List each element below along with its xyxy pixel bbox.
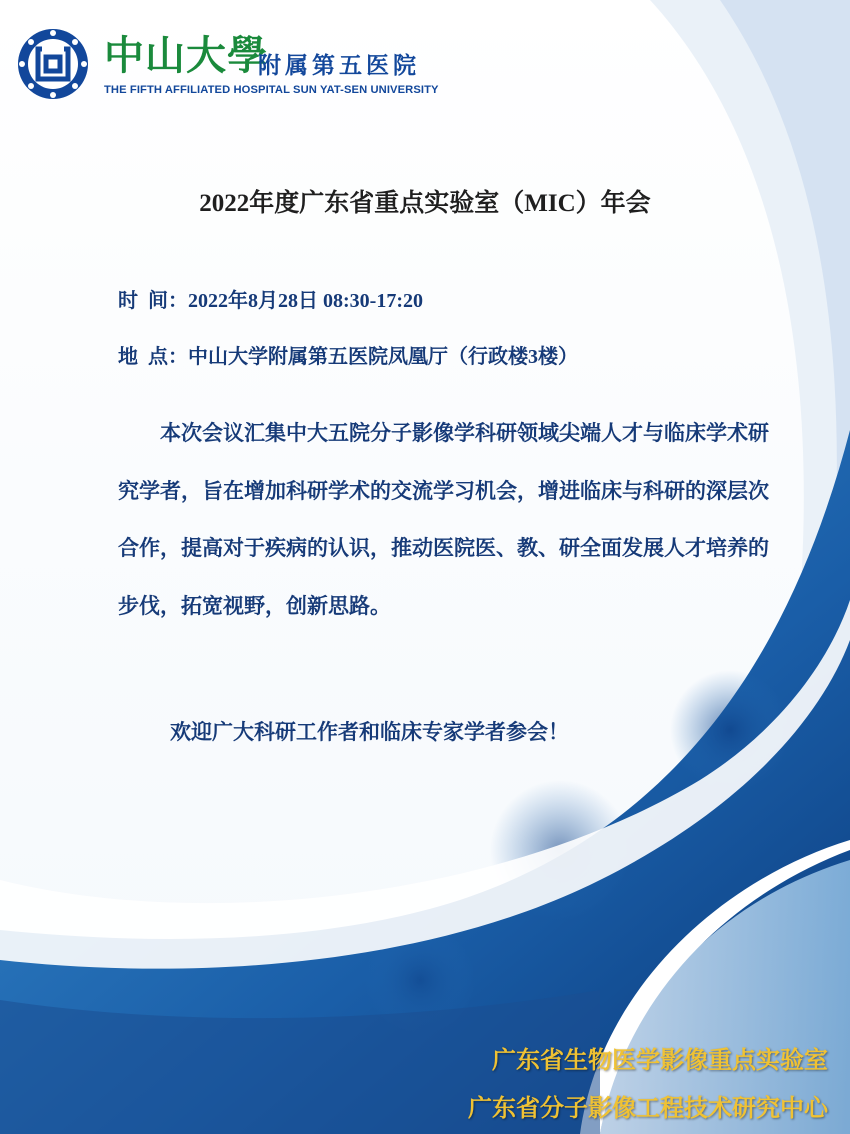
event-place <box>118 340 578 369</box>
place-label: 地 点： <box>118 346 188 368</box>
event-description: 本次会议汇集中大五院分子影像学科研领域尖端人才与临床学术研究学者，旨在增加科研学术的交流学习机会，增进临床与科研的深层次合作，提高对于疾病的认识，推动医院医、教、研全面发展人才培养的步伐，拓宽视野，创新思路。 <box>118 421 769 618</box>
hospital-emblem-icon <box>16 27 90 101</box>
time-value: 2022年8月28日 08:30-17:20 <box>188 290 423 312</box>
footer-center-name: 广东省分子影像工程技术研究中心 <box>468 1094 828 1122</box>
university-name-cn: 中山大學 <box>104 32 268 79</box>
hospital-name-en: THE FIFTH AFFILIATED HOSPITAL SUN YAT-SEN UNIVERSITY <box>104 84 439 96</box>
event-time <box>118 284 423 313</box>
page-title: 2022年度广东省重点实验室（MIC）年会 <box>199 190 651 217</box>
footer-lab-name: 广东省生物医学影像重点实验室 <box>492 1046 828 1074</box>
welcome-message: 欢迎广大科研工作者和临床专家学者参会！ <box>170 720 569 744</box>
place-value: 中山大学附属第五医院凤凰厅（行政楼3楼） <box>188 346 578 368</box>
time-label: 时 间： <box>118 290 188 312</box>
hospital-subname-cn: 附属第五医院 <box>258 53 420 79</box>
